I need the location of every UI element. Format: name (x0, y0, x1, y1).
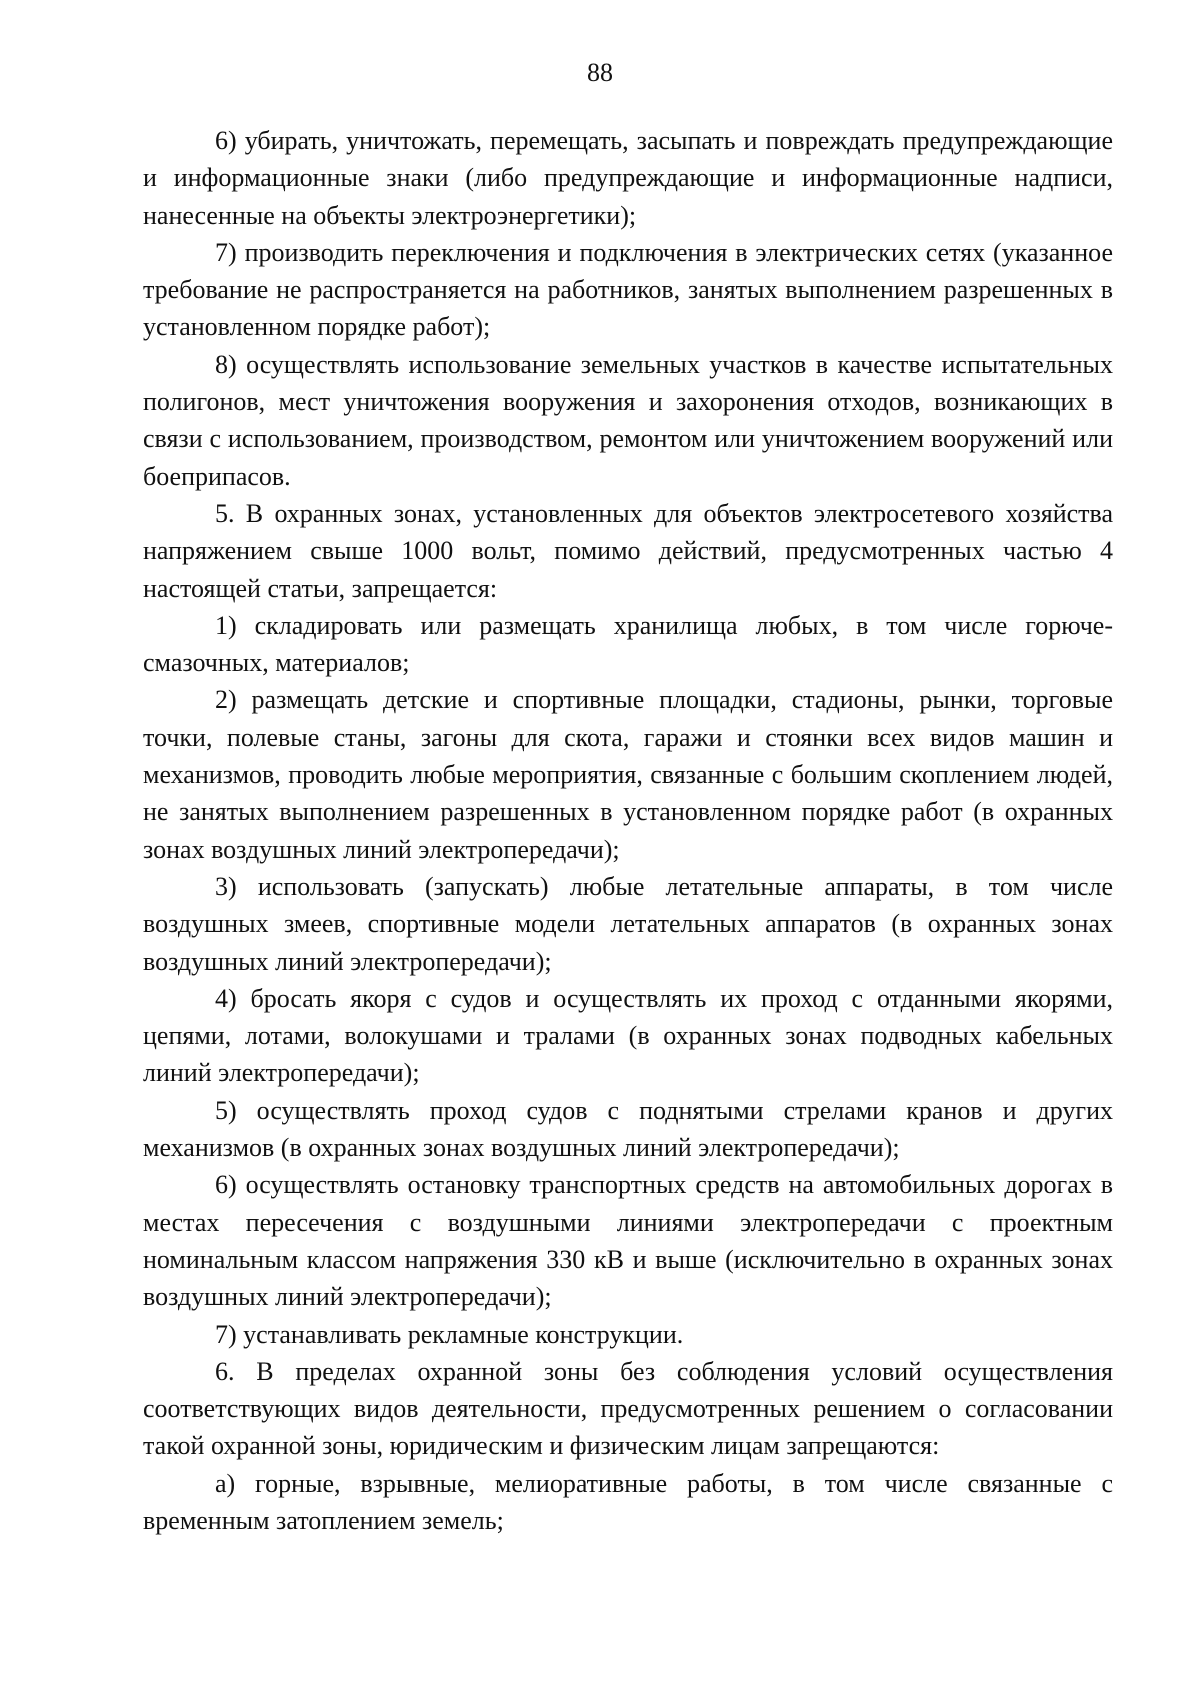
paragraph-item-6-vehicles: 6) осуществлять остановку транспортных средств на автомобильных дорогах в местах пересечения с воздушными линиями электропередачи с проектным номинальным классом напряжения 330 кВ и выше (исключительно в охранных зонах воздушных линий электропередачи); (143, 1170, 1113, 1312)
paragraph-item-8-land-use: 8) осуществлять использование земельных участков в качестве испытательных полигонов, мест уничтожения вооружения и захоронения отходов, возникающих в связи с использованием, производством, ремонтом или уничтожением вооружений или боеприпасов. (143, 349, 1113, 491)
page-number: 88 (587, 58, 613, 87)
paragraph-item-5-ships: 5) осуществлять проход судов с поднятыми стрелами кранов и других механизмов (в охранных зонах воздушных линий электропередачи); (143, 1095, 1113, 1163)
body-text (143, 122, 1113, 1539)
paragraph-item-3-aircraft: 3) использовать (запускать) любые летательные аппараты, в том числе воздушных змеев, спортивные модели летательных аппаратов (в охранных зонах воздушных линий электропередачи); (143, 871, 1113, 976)
paragraph-item-4-anchors: 4) бросать якоря с судов и осуществлять их проход с отданными якорями, цепями, лотами, волокушами и тралами (в охранных зонах подводных кабельных линий электропередачи); (143, 983, 1113, 1088)
paragraph-item-7-advertising: 7) устанавливать рекламные конструкции. (215, 1319, 684, 1349)
paragraph-item-6-signs: 6) убирать, уничтожать, перемещать, засыпать и повреждать предупреждающие и информационные знаки (либо предупреждающие и информационные надписи, нанесенные на объекты электроэнергетики); (143, 126, 1113, 230)
paragraph-item-a-mining: а) горные, взрывные, мелиоративные работы, в том числе связанные с временным затоплением земель; (143, 1468, 1113, 1535)
paragraph-section-6: 6. В пределах охранной зоны без соблюдения условий осуществления соответствующих видов деятельности, предусмотренных решением о согласовании такой охранной зоны, юридическим и физическим лицам запрещаются: (143, 1356, 1113, 1461)
paragraph-item-1-storage: 1) складировать или размещать хранилища любых, в том числе горюче-смазочных, материалов; (143, 610, 1113, 678)
paragraph-section-5: 5. В охранных зонах, установленных для объектов электросетевого хозяйства напряжением свыше 1000 вольт, помимо действий, предусмотренных частью 4 настоящей статьи, запрещается: (143, 498, 1113, 603)
paragraph-item-7-switching: 7) производить переключения и подключения в электрических сетях (указанное требование не распространяется на работников, занятых выполнением разрешенных в установленном порядке работ); (143, 237, 1113, 342)
paragraph-item-2-venues: 2) размещать детские и спортивные площадки, стадионы, рынки, торговые точки, полевые станы, загоны для скота, гаражи и стоянки всех видов машин и механизмов, проводить любые мероприятия, связанные с большим скоплением людей, не занятых выполнением разрешенных в установленном порядке работ (в охранных зонах воздушных линий электропередачи); (143, 685, 1113, 864)
